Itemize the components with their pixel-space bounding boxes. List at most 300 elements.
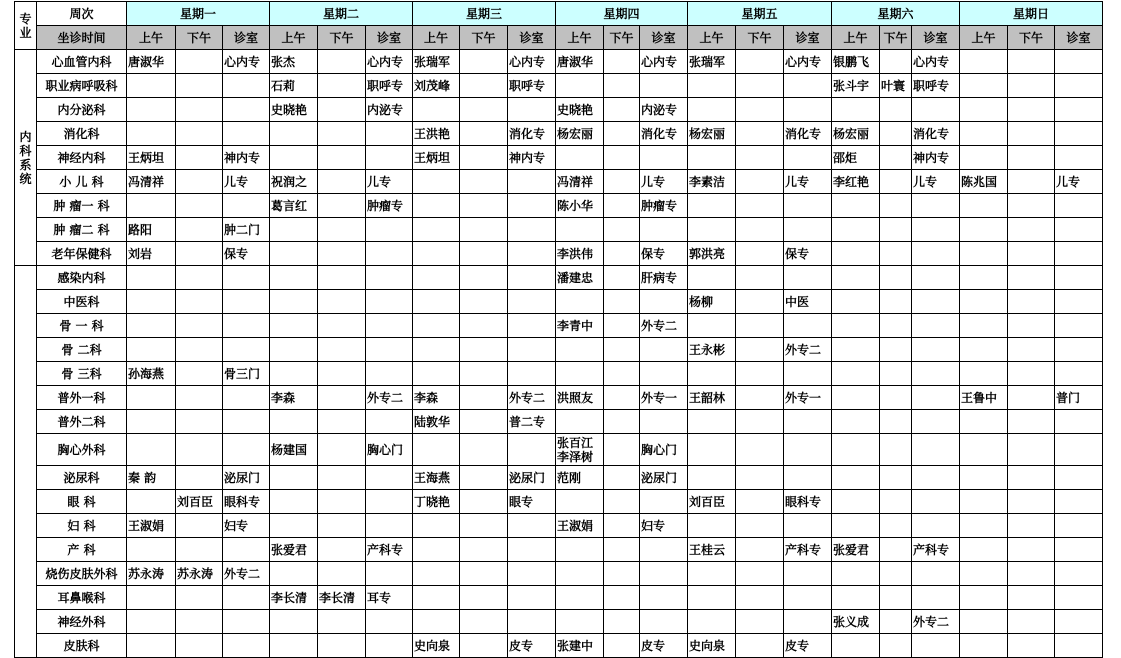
table-row bbox=[15, 490, 1103, 514]
schedule-cell bbox=[880, 386, 912, 410]
schedule-cell: 产科专 bbox=[366, 538, 413, 562]
schedule-cell bbox=[604, 242, 640, 266]
schedule-cell bbox=[460, 98, 508, 122]
schedule-cell bbox=[270, 410, 318, 434]
schedule-cell bbox=[912, 314, 960, 338]
schedule-cell bbox=[880, 146, 912, 170]
schedule-cell bbox=[176, 218, 223, 242]
schedule-cell bbox=[556, 362, 604, 386]
schedule-cell bbox=[270, 314, 318, 338]
schedule-cell bbox=[176, 362, 223, 386]
schedule-cell bbox=[688, 562, 736, 586]
schedule-cell bbox=[366, 242, 413, 266]
schedule-cell bbox=[366, 410, 413, 434]
schedule-cell: 肿瘤专 bbox=[640, 194, 688, 218]
schedule-cell: 张爱君 bbox=[832, 538, 880, 562]
schedule-cell bbox=[508, 314, 556, 338]
schedule-cell bbox=[604, 218, 640, 242]
schedule-cell bbox=[223, 410, 270, 434]
table-row bbox=[15, 266, 1103, 290]
table-row bbox=[15, 434, 1103, 466]
schedule-cell bbox=[688, 610, 736, 634]
schedule-cell bbox=[832, 266, 880, 290]
schedule-cell bbox=[1055, 266, 1103, 290]
table-row bbox=[15, 538, 1103, 562]
schedule-cell bbox=[223, 434, 270, 466]
schedule-cell: 外专二 bbox=[640, 314, 688, 338]
schedule-cell bbox=[413, 194, 460, 218]
day-header: 星期二 bbox=[270, 2, 413, 26]
header-row-days bbox=[15, 2, 1103, 26]
schedule-cell bbox=[912, 218, 960, 242]
schedule-cell: 叶寰 bbox=[880, 74, 912, 98]
department-cell: 老年保健科 bbox=[37, 242, 127, 266]
schedule-cell bbox=[832, 314, 880, 338]
schedule-cell bbox=[366, 466, 413, 490]
schedule-cell bbox=[127, 122, 176, 146]
clinic-schedule-table bbox=[14, 1, 1103, 658]
schedule-cell bbox=[1055, 338, 1103, 362]
schedule-cell: 王洪艳 bbox=[413, 122, 460, 146]
schedule-cell bbox=[736, 98, 784, 122]
schedule-cell bbox=[880, 170, 912, 194]
schedule-cell bbox=[127, 386, 176, 410]
schedule-cell: 耳专 bbox=[366, 586, 413, 610]
schedule-cell bbox=[784, 146, 832, 170]
schedule-cell bbox=[366, 146, 413, 170]
schedule-cell: 皮专 bbox=[640, 634, 688, 658]
table-row bbox=[15, 314, 1103, 338]
schedule-cell bbox=[604, 466, 640, 490]
schedule-cell bbox=[832, 386, 880, 410]
slot-header: 上午 bbox=[556, 26, 604, 50]
schedule-cell bbox=[880, 562, 912, 586]
table-row bbox=[15, 610, 1103, 634]
schedule-cell bbox=[1055, 146, 1103, 170]
schedule-cell: 儿专 bbox=[912, 170, 960, 194]
schedule-cell: 刘百臣 bbox=[176, 490, 223, 514]
schedule-cell bbox=[318, 146, 366, 170]
schedule-cell bbox=[508, 170, 556, 194]
schedule-cell: 张斗宇 bbox=[832, 74, 880, 98]
schedule-cell bbox=[880, 290, 912, 314]
schedule-cell bbox=[688, 194, 736, 218]
slot-header: 下午 bbox=[176, 26, 223, 50]
schedule-cell bbox=[223, 290, 270, 314]
schedule-cell bbox=[1008, 610, 1055, 634]
schedule-cell bbox=[880, 538, 912, 562]
day-header: 星期四 bbox=[556, 2, 688, 26]
schedule-cell bbox=[270, 490, 318, 514]
schedule-cell: 王淑娟 bbox=[556, 514, 604, 538]
schedule-cell bbox=[556, 146, 604, 170]
schedule-cell bbox=[508, 338, 556, 362]
schedule-cell: 心内专 bbox=[366, 50, 413, 74]
schedule-cell bbox=[912, 562, 960, 586]
schedule-cell bbox=[912, 634, 960, 658]
department-cell: 神经内科 bbox=[37, 146, 127, 170]
schedule-cell: 骨三门 bbox=[223, 362, 270, 386]
schedule-cell: 王淑娟 bbox=[127, 514, 176, 538]
schedule-cell bbox=[912, 98, 960, 122]
department-cell: 烧伤皮肤外科 bbox=[37, 562, 127, 586]
schedule-cell bbox=[508, 586, 556, 610]
schedule-cell bbox=[176, 466, 223, 490]
schedule-cell: 杨柳 bbox=[688, 290, 736, 314]
schedule-cell bbox=[604, 410, 640, 434]
schedule-cell: 刘茂峰 bbox=[413, 74, 460, 98]
schedule-cell bbox=[1055, 434, 1103, 466]
schedule-cell bbox=[223, 386, 270, 410]
schedule-cell bbox=[223, 610, 270, 634]
schedule-cell bbox=[960, 434, 1008, 466]
schedule-cell: 神内专 bbox=[223, 146, 270, 170]
schedule-cell bbox=[880, 434, 912, 466]
schedule-cell: 胸心门 bbox=[640, 434, 688, 466]
schedule-cell bbox=[318, 242, 366, 266]
schedule-cell bbox=[736, 50, 784, 74]
schedule-cell bbox=[270, 562, 318, 586]
schedule-cell bbox=[880, 634, 912, 658]
schedule-cell bbox=[1055, 634, 1103, 658]
schedule-cell bbox=[176, 634, 223, 658]
department-cell: 泌尿科 bbox=[37, 466, 127, 490]
schedule-cell: 史晓艳 bbox=[556, 98, 604, 122]
schedule-cell bbox=[1055, 514, 1103, 538]
schedule-cell: 心内专 bbox=[784, 50, 832, 74]
slot-header: 诊室 bbox=[784, 26, 832, 50]
schedule-cell bbox=[556, 74, 604, 98]
slot-header: 诊室 bbox=[366, 26, 413, 50]
schedule-cell: 杨宏丽 bbox=[688, 122, 736, 146]
slot-header: 上午 bbox=[688, 26, 736, 50]
schedule-cell bbox=[318, 74, 366, 98]
schedule-cell: 刘岩 bbox=[127, 242, 176, 266]
schedule-cell bbox=[556, 290, 604, 314]
schedule-cell bbox=[1008, 538, 1055, 562]
schedule-cell bbox=[176, 242, 223, 266]
schedule-cell: 肿瘤专 bbox=[366, 194, 413, 218]
schedule-cell bbox=[366, 218, 413, 242]
schedule-cell bbox=[688, 266, 736, 290]
schedule-cell bbox=[318, 386, 366, 410]
slot-header: 下午 bbox=[604, 26, 640, 50]
schedule-cell bbox=[880, 586, 912, 610]
schedule-cell bbox=[270, 514, 318, 538]
schedule-cell bbox=[688, 218, 736, 242]
schedule-cell bbox=[508, 362, 556, 386]
schedule-cell: 妇专 bbox=[223, 514, 270, 538]
schedule-cell bbox=[127, 434, 176, 466]
schedule-cell bbox=[460, 122, 508, 146]
schedule-cell bbox=[1008, 514, 1055, 538]
schedule-cell: 李长清 bbox=[318, 586, 366, 610]
schedule-cell bbox=[960, 562, 1008, 586]
schedule-cell: 皮专 bbox=[784, 634, 832, 658]
schedule-cell bbox=[784, 434, 832, 466]
schedule-cell: 祝润之 bbox=[270, 170, 318, 194]
slot-header: 诊室 bbox=[508, 26, 556, 50]
department-cell: 肿 瘤二 科 bbox=[37, 218, 127, 242]
schedule-cell bbox=[127, 634, 176, 658]
schedule-cell: 邵炬 bbox=[832, 146, 880, 170]
schedule-cell: 心内专 bbox=[508, 50, 556, 74]
schedule-cell bbox=[960, 514, 1008, 538]
schedule-cell: 张义成 bbox=[832, 610, 880, 634]
schedule-cell: 保专 bbox=[223, 242, 270, 266]
schedule-cell bbox=[460, 242, 508, 266]
schedule-cell bbox=[127, 74, 176, 98]
department-cell: 中医科 bbox=[37, 290, 127, 314]
schedule-cell: 心内专 bbox=[223, 50, 270, 74]
slot-header: 上午 bbox=[960, 26, 1008, 50]
schedule-cell: 郭洪亮 bbox=[688, 242, 736, 266]
schedule-cell bbox=[912, 266, 960, 290]
week-label: 周次 bbox=[37, 2, 127, 26]
schedule-cell bbox=[912, 338, 960, 362]
schedule-cell bbox=[1008, 314, 1055, 338]
schedule-cell bbox=[1055, 218, 1103, 242]
schedule-cell bbox=[688, 434, 736, 466]
schedule-cell bbox=[413, 562, 460, 586]
schedule-cell bbox=[1008, 290, 1055, 314]
schedule-cell: 范刚 bbox=[556, 466, 604, 490]
schedule-cell bbox=[640, 490, 688, 514]
schedule-cell bbox=[960, 290, 1008, 314]
schedule-cell bbox=[223, 122, 270, 146]
department-cell: 感染内科 bbox=[37, 266, 127, 290]
schedule-cell bbox=[784, 562, 832, 586]
schedule-cell bbox=[832, 562, 880, 586]
schedule-cell bbox=[413, 218, 460, 242]
schedule-cell bbox=[1055, 194, 1103, 218]
schedule-cell bbox=[640, 290, 688, 314]
schedule-cell bbox=[736, 362, 784, 386]
schedule-cell: 唐淑华 bbox=[556, 50, 604, 74]
schedule-cell bbox=[127, 98, 176, 122]
schedule-cell bbox=[784, 218, 832, 242]
schedule-cell bbox=[413, 610, 460, 634]
schedule-cell: 王永彬 bbox=[688, 338, 736, 362]
schedule-cell bbox=[736, 314, 784, 338]
schedule-cell: 职呼专 bbox=[508, 74, 556, 98]
schedule-cell bbox=[508, 218, 556, 242]
schedule-cell bbox=[223, 538, 270, 562]
specialty-header: 专业 bbox=[15, 2, 37, 50]
department-cell: 肿 瘤一 科 bbox=[37, 194, 127, 218]
schedule-cell: 唐淑华 bbox=[127, 50, 176, 74]
schedule-cell: 职呼专 bbox=[912, 74, 960, 98]
schedule-cell bbox=[460, 194, 508, 218]
schedule-cell bbox=[508, 98, 556, 122]
schedule-cell bbox=[270, 122, 318, 146]
schedule-cell: 潘建忠 bbox=[556, 266, 604, 290]
schedule-cell bbox=[736, 538, 784, 562]
schedule-cell bbox=[736, 146, 784, 170]
schedule-cell bbox=[508, 434, 556, 466]
schedule-cell bbox=[688, 146, 736, 170]
schedule-cell bbox=[640, 610, 688, 634]
schedule-cell bbox=[413, 434, 460, 466]
schedule-cell: 丁晓艳 bbox=[413, 490, 460, 514]
schedule-cell bbox=[736, 242, 784, 266]
schedule-cell bbox=[460, 314, 508, 338]
schedule-cell bbox=[318, 610, 366, 634]
schedule-cell bbox=[223, 74, 270, 98]
schedule-cell bbox=[736, 586, 784, 610]
schedule-cell bbox=[460, 514, 508, 538]
schedule-cell bbox=[960, 194, 1008, 218]
schedule-cell bbox=[413, 170, 460, 194]
schedule-cell bbox=[318, 434, 366, 466]
schedule-cell bbox=[176, 514, 223, 538]
schedule-cell bbox=[176, 146, 223, 170]
schedule-cell bbox=[460, 146, 508, 170]
schedule-cell bbox=[688, 514, 736, 538]
schedule-cell bbox=[460, 562, 508, 586]
schedule-cell bbox=[460, 490, 508, 514]
schedule-cell bbox=[176, 386, 223, 410]
schedule-cell: 泌尿门 bbox=[508, 466, 556, 490]
schedule-cell bbox=[556, 410, 604, 434]
table-row bbox=[15, 74, 1103, 98]
schedule-cell bbox=[736, 610, 784, 634]
schedule-cell bbox=[318, 98, 366, 122]
schedule-cell bbox=[784, 314, 832, 338]
schedule-cell bbox=[832, 218, 880, 242]
table-row bbox=[15, 338, 1103, 362]
schedule-cell bbox=[604, 266, 640, 290]
schedule-cell: 石莉 bbox=[270, 74, 318, 98]
table-row bbox=[15, 410, 1103, 434]
schedule-cell: 职呼专 bbox=[366, 74, 413, 98]
schedule-cell bbox=[1008, 386, 1055, 410]
schedule-cell bbox=[912, 194, 960, 218]
schedule-cell bbox=[880, 466, 912, 490]
schedule-cell: 保专 bbox=[784, 242, 832, 266]
schedule-cell bbox=[688, 98, 736, 122]
schedule-cell: 神内专 bbox=[508, 146, 556, 170]
schedule-cell bbox=[832, 514, 880, 538]
schedule-cell bbox=[784, 514, 832, 538]
schedule-cell: 张瑞军 bbox=[413, 50, 460, 74]
schedule-cell bbox=[366, 122, 413, 146]
schedule-cell: 王桂云 bbox=[688, 538, 736, 562]
schedule-cell: 泌尿门 bbox=[223, 466, 270, 490]
schedule-cell bbox=[604, 538, 640, 562]
schedule-cell bbox=[880, 610, 912, 634]
schedule-cell bbox=[736, 490, 784, 514]
schedule-cell: 史晓艳 bbox=[270, 98, 318, 122]
schedule-cell bbox=[366, 490, 413, 514]
schedule-cell bbox=[736, 410, 784, 434]
schedule-cell bbox=[127, 586, 176, 610]
schedule-cell bbox=[270, 266, 318, 290]
schedule-cell bbox=[960, 74, 1008, 98]
schedule-cell bbox=[640, 146, 688, 170]
schedule-cell bbox=[223, 314, 270, 338]
schedule-cell bbox=[912, 586, 960, 610]
schedule-cell bbox=[318, 410, 366, 434]
schedule-cell bbox=[880, 194, 912, 218]
schedule-cell bbox=[688, 74, 736, 98]
schedule-cell bbox=[127, 490, 176, 514]
category-cell: 内科系统 bbox=[15, 50, 37, 266]
slot-header: 上午 bbox=[413, 26, 460, 50]
schedule-cell bbox=[688, 314, 736, 338]
schedule-cell bbox=[460, 74, 508, 98]
schedule-cell bbox=[508, 290, 556, 314]
schedule-cell bbox=[270, 242, 318, 266]
schedule-cell bbox=[880, 266, 912, 290]
schedule-cell bbox=[640, 562, 688, 586]
schedule-cell bbox=[960, 466, 1008, 490]
schedule-cell bbox=[508, 610, 556, 634]
schedule-cell bbox=[880, 410, 912, 434]
table-row bbox=[15, 562, 1103, 586]
schedule-cell bbox=[318, 562, 366, 586]
schedule-cell bbox=[176, 586, 223, 610]
schedule-cell bbox=[736, 514, 784, 538]
schedule-cell bbox=[736, 194, 784, 218]
schedule-cell: 刘百臣 bbox=[688, 490, 736, 514]
schedule-cell bbox=[688, 410, 736, 434]
schedule-cell bbox=[604, 434, 640, 466]
schedule-cell bbox=[604, 290, 640, 314]
slot-header: 下午 bbox=[736, 26, 784, 50]
schedule-cell bbox=[127, 338, 176, 362]
schedule-cell bbox=[604, 194, 640, 218]
schedule-cell bbox=[784, 466, 832, 490]
schedule-cell: 消化专 bbox=[508, 122, 556, 146]
slot-header: 下午 bbox=[880, 26, 912, 50]
schedule-cell bbox=[880, 490, 912, 514]
schedule-cell bbox=[832, 434, 880, 466]
schedule-cell bbox=[318, 266, 366, 290]
schedule-cell bbox=[960, 538, 1008, 562]
schedule-cell bbox=[366, 266, 413, 290]
schedule-cell bbox=[604, 514, 640, 538]
table-row bbox=[15, 290, 1103, 314]
table-row bbox=[15, 170, 1103, 194]
schedule-cell bbox=[1055, 122, 1103, 146]
schedule-cell bbox=[1008, 122, 1055, 146]
schedule-cell bbox=[784, 194, 832, 218]
schedule-cell bbox=[604, 314, 640, 338]
schedule-cell bbox=[604, 146, 640, 170]
schedule-cell bbox=[366, 514, 413, 538]
schedule-cell bbox=[460, 362, 508, 386]
schedule-cell bbox=[1008, 586, 1055, 610]
schedule-cell: 王韶林 bbox=[688, 386, 736, 410]
slot-header: 下午 bbox=[1008, 26, 1055, 50]
schedule-cell bbox=[176, 194, 223, 218]
schedule-cell bbox=[270, 290, 318, 314]
schedule-cell bbox=[1055, 466, 1103, 490]
schedule-cell bbox=[1055, 314, 1103, 338]
department-cell: 职业病呼吸科 bbox=[37, 74, 127, 98]
schedule-cell bbox=[176, 98, 223, 122]
day-header: 星期三 bbox=[413, 2, 556, 26]
schedule-cell: 产科专 bbox=[784, 538, 832, 562]
schedule-cell bbox=[736, 74, 784, 98]
schedule-cell bbox=[832, 194, 880, 218]
schedule-cell bbox=[556, 538, 604, 562]
schedule-cell bbox=[960, 122, 1008, 146]
schedule-cell bbox=[736, 290, 784, 314]
table-row bbox=[15, 362, 1103, 386]
schedule-cell bbox=[318, 122, 366, 146]
